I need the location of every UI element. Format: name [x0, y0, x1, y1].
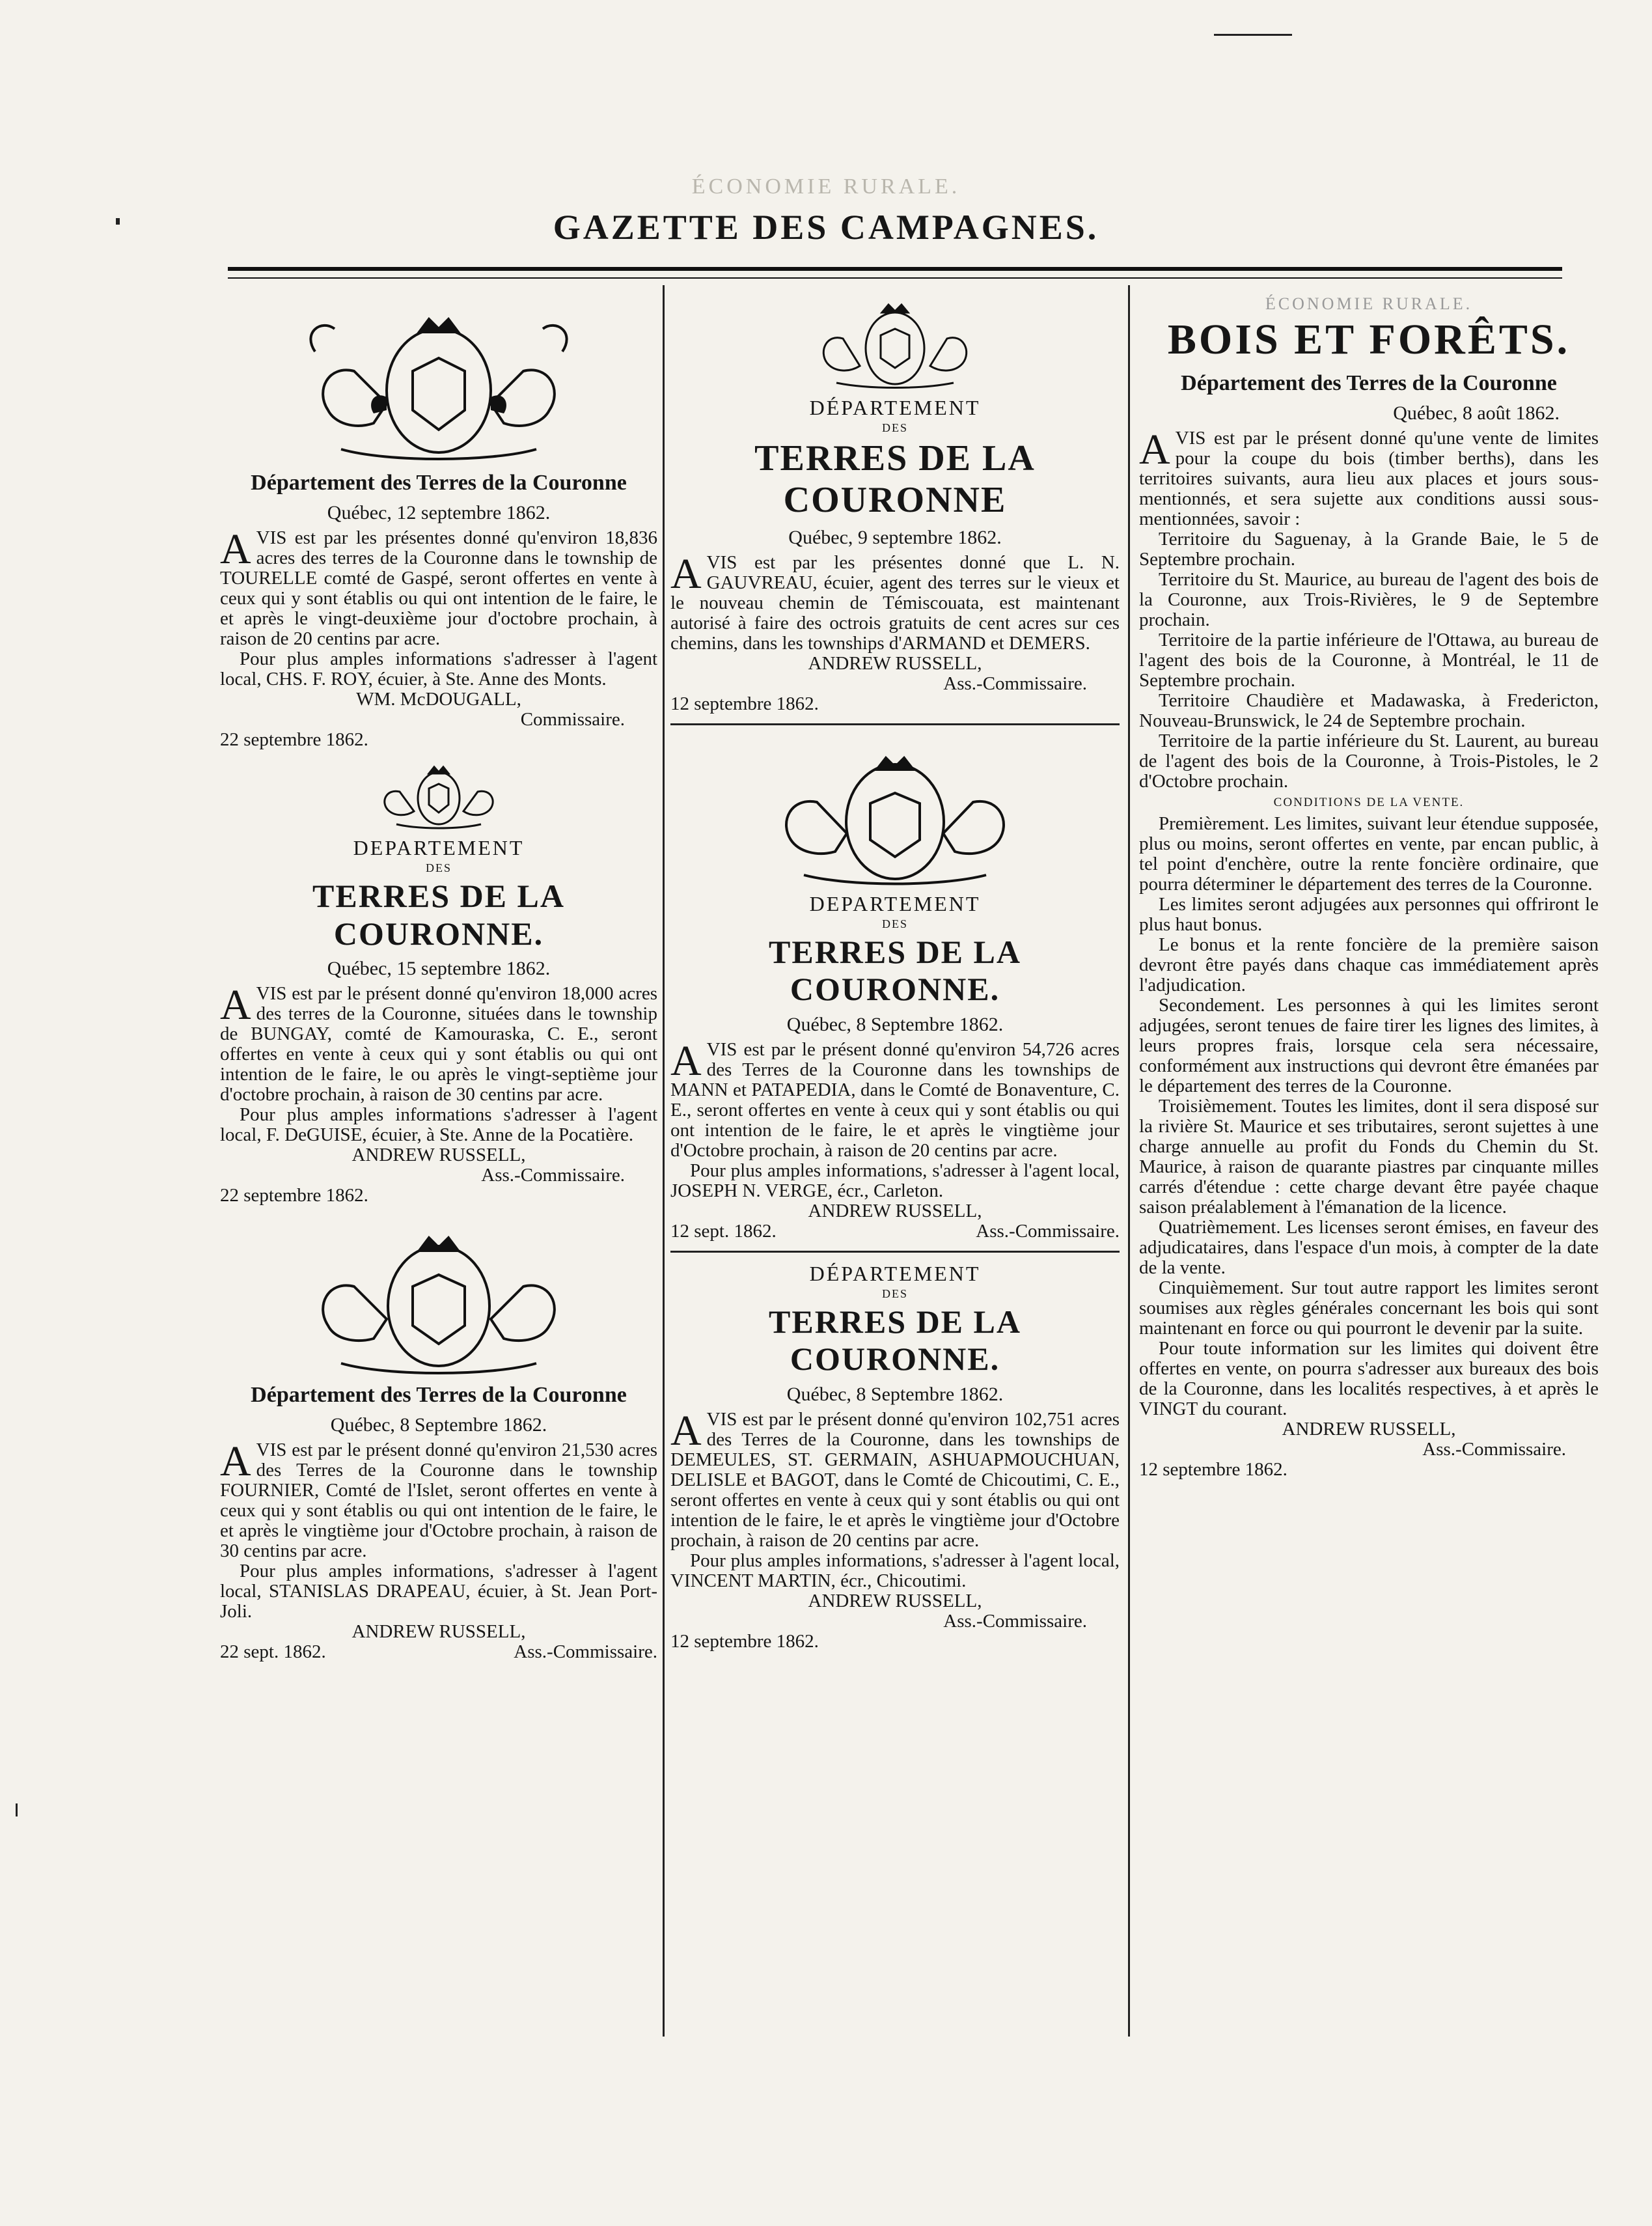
- condition-paragraph: Le bonus et la rente foncière de la première saison devront être payés dans chaque cas immédiatement après l'adjudication.: [1139, 934, 1599, 995]
- column-divider: [663, 285, 665, 2037]
- condition-first: Premièrement. Les limites, suivant leur étendue supposée, plus ou moins, seront offertes en vente, par encan public, à tel point d'enchère, outre la rente foncière ordinaire, que pourra déterminer le département des terres de la Couronne.: [1139, 813, 1599, 895]
- terres-heading: TERRES DE LA COURONNE: [754, 438, 1036, 521]
- notice-fournier: [220, 1215, 657, 1662]
- signer-title: Ass.-Commissaire.: [514, 1641, 657, 1662]
- department-label: DÉPARTEMENT: [809, 1261, 981, 1285]
- terres-heading: TERRES DE LA COURONNE.: [312, 878, 565, 952]
- notice-heading: Département des Terres de la Couronne: [251, 1383, 627, 1407]
- signer-title: Ass.-Commissaire.: [976, 1220, 1120, 1242]
- faded-header-text: ÉCONOMIE RURALE.: [691, 174, 961, 199]
- territory-st-laurent: Territoire de la partie inférieure du St. Laurent, au bureau de l'agent des bois de la Couronne, à Trois-Pistoles, le 2 d'Octobre prochain.: [1139, 730, 1599, 792]
- terres-heading: TERRES DE LA COURONNE.: [769, 933, 1021, 1008]
- des-label: DES: [425, 861, 452, 874]
- header-rule-thin: [228, 277, 1562, 279]
- masthead: [0, 0, 1652, 273]
- notice-body: AVIS est par les présentes donné qu'environ 18,836 acres des terres de la Couronne dans le township de TOURELLE comté de Gaspé, seront offertes en vente à ceux qui y sont établis ou qui ont intention de le faire, le et après le vingt-deuxième jour d'octobre prochain, à raison de 20 centins par acre.: [220, 525, 657, 649]
- notice-gauvreau: [670, 293, 1120, 714]
- notice-body: AVIS est par le présent donné qu'environ 21,530 acres des Terres de la Couronne dans le township FOURNIER, Comté de l'Islet, seront offertes en vente à ceux qui y sont établis ou qui ont intention de le faire, le et après le vingtième jour d'Octobre prochain, à raison de 30 centins par acre.: [220, 1438, 657, 1561]
- condition-fifth: Cinquièmement. Sur tout autre rapport les limites seront soumises aux règles générales concernant les bois qui sont maintenant en force ou qui pourront le devenir par la suite.: [1139, 1277, 1599, 1339]
- royal-coat-of-arms-icon: [361, 759, 517, 831]
- column-divider: [1128, 285, 1130, 2037]
- publication-date: 22 sept. 1862.: [220, 1641, 326, 1662]
- scan-mark: [116, 218, 120, 225]
- department-label: DEPARTEMENT: [809, 891, 981, 915]
- header-rule-thick: [228, 267, 1562, 271]
- royal-coat-of-arms-icon: [256, 1215, 621, 1378]
- condition-third: Troisièmement. Toutes les limites, dont il sera disposé sur la rivière St. Maurice et ses tributaires, seront sujettes à une charge annuelle au profit du Fonds du Chemin du St. Maurice, à raison de quarante piastres par cinquante milles carrés d'étendue : cette charge devant être payée chaque saison préalablement à l'émanation de la licence.: [1139, 1096, 1599, 1217]
- des-label: DES: [881, 917, 908, 930]
- signer-name: WM. McDOUGALL,: [356, 689, 521, 710]
- signer-title: Ass.-Commissaire.: [1422, 1439, 1566, 1460]
- notice-body: AVIS est par le présent donné qu'environ 102,751 acres des Terres de la Couronne, dans les townships de DEMEULES, ST. GERMAIN, ASHUAPMOUCHUAN, DELISLE et BAGOT, dans le Comté de Chicoutimi, C. E., seront offertes en vente à ceux qui y sont établis ou qui ont intention de le faire, le et après le vingtième jour d'Octobre prochain, à raison de 20 centins par acre.: [670, 1406, 1120, 1551]
- section-divider: [670, 723, 1120, 725]
- territory-st-maurice: Territoire du St. Maurice, au bureau de l'agent des bois de la Couronne, aux Trois-Rivières, le 9 de Septembre prochain.: [1139, 569, 1599, 630]
- des-label: DES: [881, 1287, 908, 1300]
- signer-title: Ass.-Commissaire.: [943, 1610, 1087, 1632]
- notice-date: Québec, 8 Septembre 1862.: [330, 1414, 547, 1436]
- signer-name: ANDREW RUSSELL,: [808, 1200, 982, 1221]
- notice-heading: Département des Terres de la Couronne: [1181, 371, 1557, 395]
- royal-coat-of-arms-icon: [726, 737, 1064, 887]
- department-label: DEPARTEMENT: [353, 836, 525, 859]
- publication-date: 12 septembre 1862.: [1139, 1459, 1287, 1480]
- faded-header-text: ÉCONOMIE RURALE.: [1265, 294, 1473, 313]
- royal-coat-of-arms-icon: [256, 293, 621, 466]
- des-label: DES: [881, 421, 908, 434]
- column-right: [1139, 293, 1599, 1480]
- notice-date: Québec, 8 Septembre 1862.: [786, 1383, 1004, 1405]
- column-left: [220, 293, 657, 1671]
- column-middle: [670, 293, 1120, 1661]
- notice-more-info: Pour plus amples informations s'adresser à l'agent local, F. DeGUISE, écuier, à Ste. Anne de la Pocatière.: [220, 1104, 657, 1145]
- terres-heading: TERRES DE LA COURONNE.: [769, 1303, 1021, 1378]
- royal-coat-of-arms-icon: [784, 293, 1006, 391]
- notice-more-info: Pour plus amples informations, s'adresser à l'agent local, STANISLAS DRAPEAU, écuier, à St. Jean Port-Joli.: [220, 1561, 657, 1622]
- scan-mark: [16, 1803, 18, 1816]
- notice-heading: Département des Terres de la Couronne: [251, 471, 627, 495]
- gazette-title: GAZETTE DES CAMPAGNES.: [553, 208, 1099, 247]
- publication-date: 22 septembre 1862.: [220, 1185, 368, 1206]
- notice-demeules: [670, 1262, 1120, 1652]
- signer-title: Ass.-Commissaire.: [481, 1165, 625, 1186]
- publication-date: 12 septembre 1862.: [670, 1630, 819, 1652]
- notice-tourelle: [220, 293, 657, 750]
- notice-date: Québec, 9 septembre 1862.: [788, 526, 1002, 548]
- condition-second: Secondement. Les personnes à qui les limites seront adjugées, seront tenues de faire tirer les lignes des limites, à leurs propres frais, lorsque cela sera nécessaire, conformément aux instructions qui devront être émanées par le département des terres de la Couronne.: [1139, 995, 1599, 1096]
- publication-date: 22 septembre 1862.: [220, 729, 368, 750]
- condition-paragraph: Les limites seront adjugées aux personnes qui offriront le plus haut bonus.: [1139, 894, 1599, 935]
- notice-date: Québec, 15 septembre 1862.: [327, 958, 551, 979]
- notice-body: AVIS est par le présent donné qu'environ 18,000 acres des terres de la Couronne, situées dans le township de BUNGAY, comté de Kamouraska, C. E., seront offertes en vente à ceux qui y sont établis ou qui ont intention de le faire, le ou après le vingt-septième jour d'octobre prochain, à raison de 30 centins par acre.: [220, 981, 657, 1105]
- information-paragraph: Pour toute information sur les limites qui doivent être offertes en vente, on pourra s'adresser aux bureaux des bois de la Couronne, dans les localités respectives, à et après le VINGT du courant.: [1139, 1338, 1599, 1419]
- signer-name: ANDREW RUSSELL,: [351, 1145, 526, 1165]
- territory-ottawa: Territoire de la partie inférieure de l'Ottawa, au bureau de l'agent des bois de la Couronne, à Montréal, le 11 de Septembre prochain.: [1139, 630, 1599, 691]
- signer-title: Ass.-Commissaire.: [943, 673, 1087, 694]
- notice-body: AVIS est par les présentes donné que L. N. GAUVREAU, écuier, agent des terres sur le vieux et le nouveau chemin de Témiscouata, est maintenant autorisé à faire des octrois gratuits de cent acres sur ces chemins, dans les townships d'ARMAND et DEMERS.: [670, 550, 1120, 654]
- publication-date: 12 sept. 1862.: [670, 1220, 777, 1242]
- section-divider: [670, 1251, 1120, 1253]
- notice-mann-patapedia: [670, 737, 1120, 1242]
- publication-date: 12 septembre 1862.: [670, 693, 819, 714]
- notice-more-info: Pour plus amples informations, s'adresser à l'agent local, VINCENT MARTIN, écr., Chicoutimi.: [670, 1550, 1120, 1591]
- territory-saguenay: Territoire du Saguenay, à la Grande Baie, le 5 de Septembre prochain.: [1139, 529, 1599, 570]
- department-label: DÉPARTEMENT: [809, 396, 981, 419]
- notice-date: Québec, 8 août 1862.: [1393, 402, 1560, 424]
- signer-name: ANDREW RUSSELL,: [808, 652, 982, 674]
- notice-more-info: Pour plus amples informations, s'adresser à l'agent local, JOSEPH N. VERGE, écr., Carleton.: [670, 1160, 1120, 1201]
- notice-date: Québec, 12 septembre 1862.: [327, 502, 551, 523]
- signer-title: Commissaire.: [520, 709, 625, 730]
- signer-name: ANDREW RUSSELL,: [808, 1590, 982, 1611]
- conditions-heading: CONDITIONS DE LA VENTE.: [1273, 796, 1465, 809]
- territory-chaudiere: Territoire Chaudière et Madawaska, à Fredericton, Nouveau-Brunswick, le 24 de Septembre prochain.: [1139, 690, 1599, 731]
- bois-et-forets-heading: BOIS ET FORÊTS.: [1167, 316, 1571, 363]
- signer-name: ANDREW RUSSELL,: [1282, 1419, 1456, 1440]
- condition-fourth: Quatrièmement. Les licenses seront émises, en faveur des adjudicataires, dans l'espace d'un mois, à compter de la date de la vente.: [1139, 1217, 1599, 1278]
- notice-bungay: [220, 759, 657, 1206]
- notice-body: AVIS est par le présent donné qu'environ 54,726 acres des Terres de la Couronne dans les townships de MANN et PATAPEDIA, dans le Comté de Bonaventure, C. E., seront offertes en vente à ceux qui y sont établis ou qui ont intention de le faire, le et après le vingtième jour d'Octobre prochain, à raison de 20 centins par acre.: [670, 1036, 1120, 1161]
- notice-date: Québec, 8 Septembre 1862.: [786, 1013, 1004, 1035]
- scan-mark: [1214, 34, 1292, 36]
- notice-more-info: Pour plus amples informations s'adresser à l'agent local, CHS. F. ROY, écuier, à Ste. Anne des Monts.: [220, 648, 657, 689]
- signer-name: ANDREW RUSSELL,: [351, 1621, 526, 1642]
- notice-intro: AVIS est par le présent donné qu'une vente de limites pour la coupe du bois (timber berths), dans les territoires suivants, aura lieu aux places et jours sous-mentionnés, et sera sujette aux conditions aussi sous-mentionnées, savoir :: [1139, 426, 1599, 529]
